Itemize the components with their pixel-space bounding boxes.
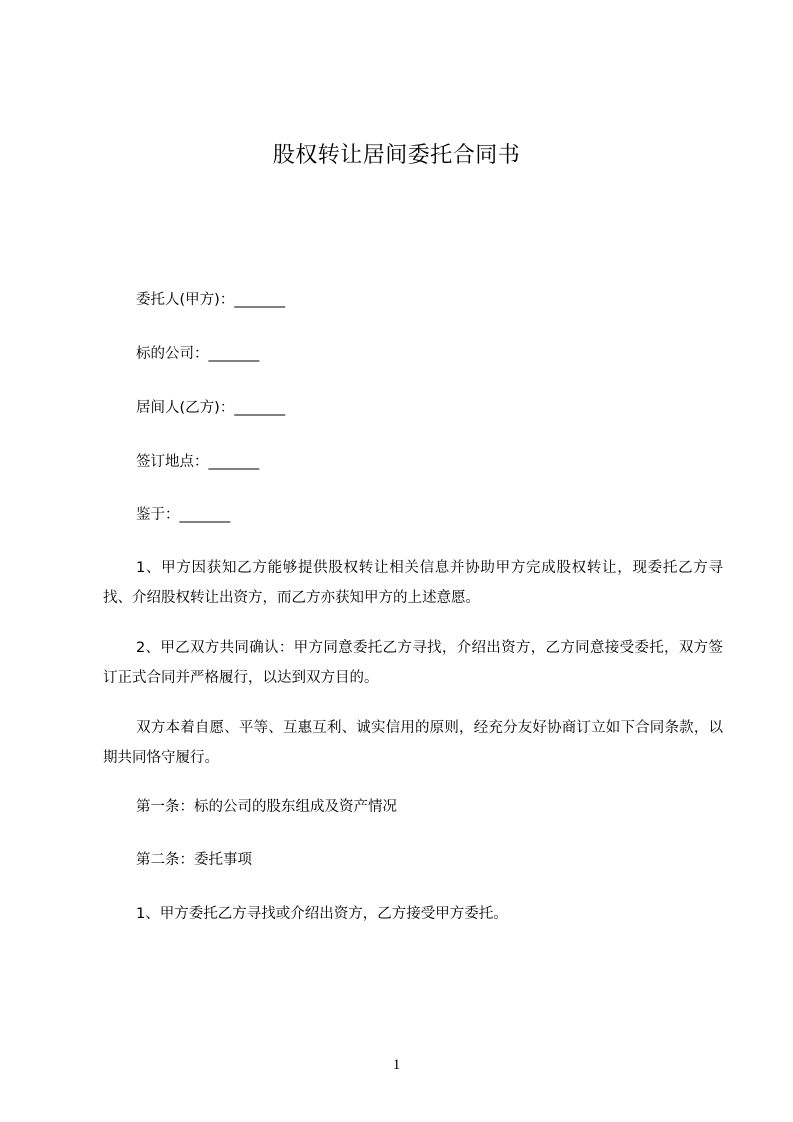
recital-text-3: 双方本着自愿、平等、互惠互利、诚实信用的原则，经充分友好协商订立如下合同条款，以期共同恪守履行。 bbox=[103, 720, 723, 766]
article-1-heading: 第一条：标的公司的股东组成及资产情况 bbox=[136, 799, 397, 815]
article-2-heading: 第二条：委托事项 bbox=[136, 852, 252, 868]
recital-paragraph-1 bbox=[103, 553, 723, 613]
document-title: 股权转让居间委托合同书 bbox=[272, 143, 521, 168]
recital-paragraph-3 bbox=[103, 713, 723, 773]
page-number: 1 bbox=[392, 1057, 401, 1073]
field-principal-party-a: 委托人(甲方)：_______ bbox=[136, 292, 286, 308]
field-whereas: 鉴于：_______ bbox=[136, 507, 231, 523]
article-2-clause-1: 1、甲方委托乙方寻找或介绍出资方，乙方接受甲方委托。 bbox=[136, 906, 508, 922]
recital-paragraph-2 bbox=[103, 633, 723, 693]
field-intermediary-party-b: 居间人(乙方)：_______ bbox=[136, 400, 286, 416]
field-signing-place: 签订地点：_______ bbox=[136, 454, 260, 470]
field-target-company: 标的公司：_______ bbox=[136, 346, 260, 362]
recital-text-2: 2、甲乙双方共同确认：甲方同意委托乙方寻找，介绍出资方，乙方同意接受委托，双方签订正式合同并严格履行，以达到双方目的。 bbox=[103, 640, 723, 686]
recital-text-1: 1、甲方因获知乙方能够提供股权转让相关信息并协助甲方完成股权转让，现委托乙方寻找、介绍股权转让出资方，而乙方亦获知甲方的上述意愿。 bbox=[103, 560, 723, 606]
